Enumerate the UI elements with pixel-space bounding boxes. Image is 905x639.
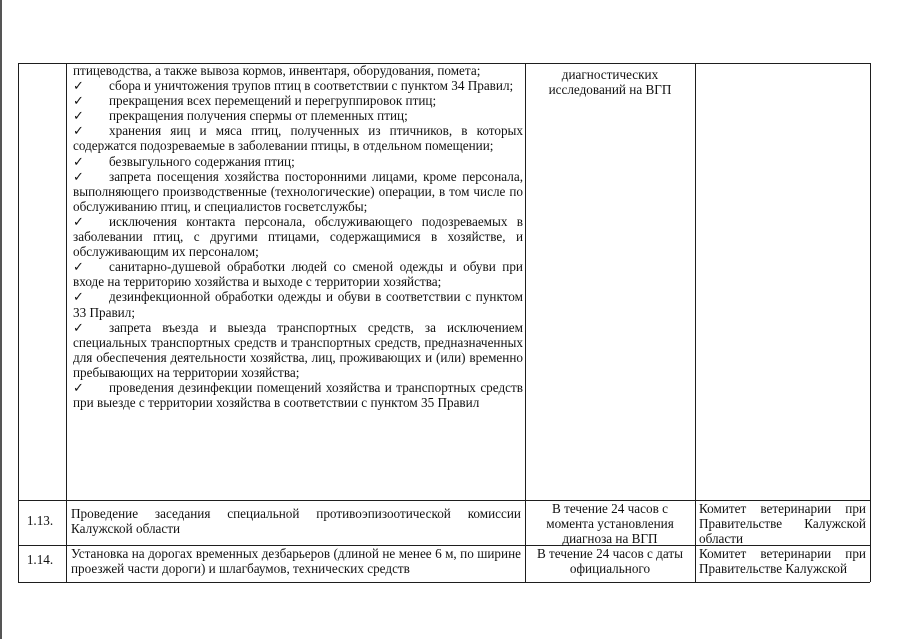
list-item: ✓запрета въезда и выезда транспортных средств, за исключением специальных транспортных средств и транспортных средств, предназначенных для обеспечения деятельности хозяйства, лиц, проживающих и (или) временно пребывающих на территории хозяйства; — [73, 320, 523, 380]
list-item: ✓проведения дезинфекции помещений хозяйства и транспортных средств при выезде с территории хозяйства в соответствии с пунктом 35 Правил — [73, 380, 523, 410]
col-border-measure — [525, 63, 526, 582]
responsible-cell-1-13: Комитет ветеринарии при Правительстве Калужской области — [699, 501, 866, 547]
list-item: ✓санитарно-душевой обработки людей со сменой одежды и обуви при входе на территорию хозяйства и выходе с территории хозяйства; — [73, 259, 523, 289]
term-cell-1-12: диагностических исследований на ВГП — [548, 67, 672, 98]
checkmark-icon — [73, 154, 109, 169]
checkmark-icon — [73, 93, 109, 108]
list-item: ✓запрета посещения хозяйства посторонними лицами, кроме персонала, выполняющего производственные (технологические) операции, в том числе по обслуживанию птиц, и специалистов госветслужбы; — [73, 169, 523, 214]
row-number-1-13: 1.13. — [26, 513, 54, 528]
checkmark-icon — [73, 214, 109, 229]
list-item: ✓прекращения получения спермы от племенных птиц; — [73, 108, 523, 123]
list-item: ✓исключения контакта персонала, обслуживающего подозреваемых в заболевании птиц, с другими птицами, содержащимися в хозяйстве, и обслуживающим их персоналом; — [73, 214, 523, 259]
measure-list-1-12 — [73, 63, 523, 410]
measure-intro-line: птицеводства, а также вывоза кормов, инвентаря, оборудования, помета; — [73, 63, 481, 78]
list-item: ✓прекращения всех перемещений и перегруппировок птиц; — [73, 93, 523, 108]
checkmark-icon — [73, 320, 109, 335]
row-number-1-14: 1.14. — [26, 552, 54, 567]
checkmark-icon — [73, 78, 109, 93]
col-border-term — [695, 63, 696, 582]
table-cut-bottom — [18, 582, 870, 583]
col-border-right — [870, 63, 871, 582]
checkmark-icon — [73, 380, 109, 395]
col-border-number — [66, 63, 67, 582]
checkmark-icon — [73, 289, 109, 304]
measure-cell-1-13: Проведение заседания специальной противоэпизоотической комиссии Калужской области — [71, 506, 521, 537]
checkmark-icon — [73, 259, 109, 274]
scan-left-edge — [0, 0, 2, 639]
list-item: ✓сбора и уничтожения трупов птиц в соответствии с пунктом 34 Правил; — [73, 78, 523, 93]
list-item: ✓безвыгульного содержания птиц; — [73, 154, 523, 169]
checkmark-icon — [73, 123, 109, 138]
term-cell-1-14: В течение 24 часов с даты официального — [536, 546, 684, 577]
measure-cell-1-14: Установка на дорогах временных дезбарьеров (длиной не менее 6 м, по ширине проезжей части дороги) и шлагбаумов, технических средств — [71, 546, 521, 577]
col-border-left — [18, 63, 19, 582]
list-item: ✓дезинфекционной обработки одежды и обуви в соответствии с пунктом 33 Правил; — [73, 289, 523, 319]
list-item: ✓хранения яиц и мяса птиц, полученных из птичников, в которых содержатся подозреваемые в заболевании птицы, в отдельном помещении; — [73, 123, 523, 153]
term-cell-1-13: В течение 24 часов с момента установления диагноза на ВГП — [546, 501, 674, 547]
checkmark-icon — [73, 108, 109, 123]
checkmark-icon — [73, 169, 109, 184]
responsible-cell-1-14: Комитет ветеринарии при Правительстве Калужской — [699, 546, 866, 577]
